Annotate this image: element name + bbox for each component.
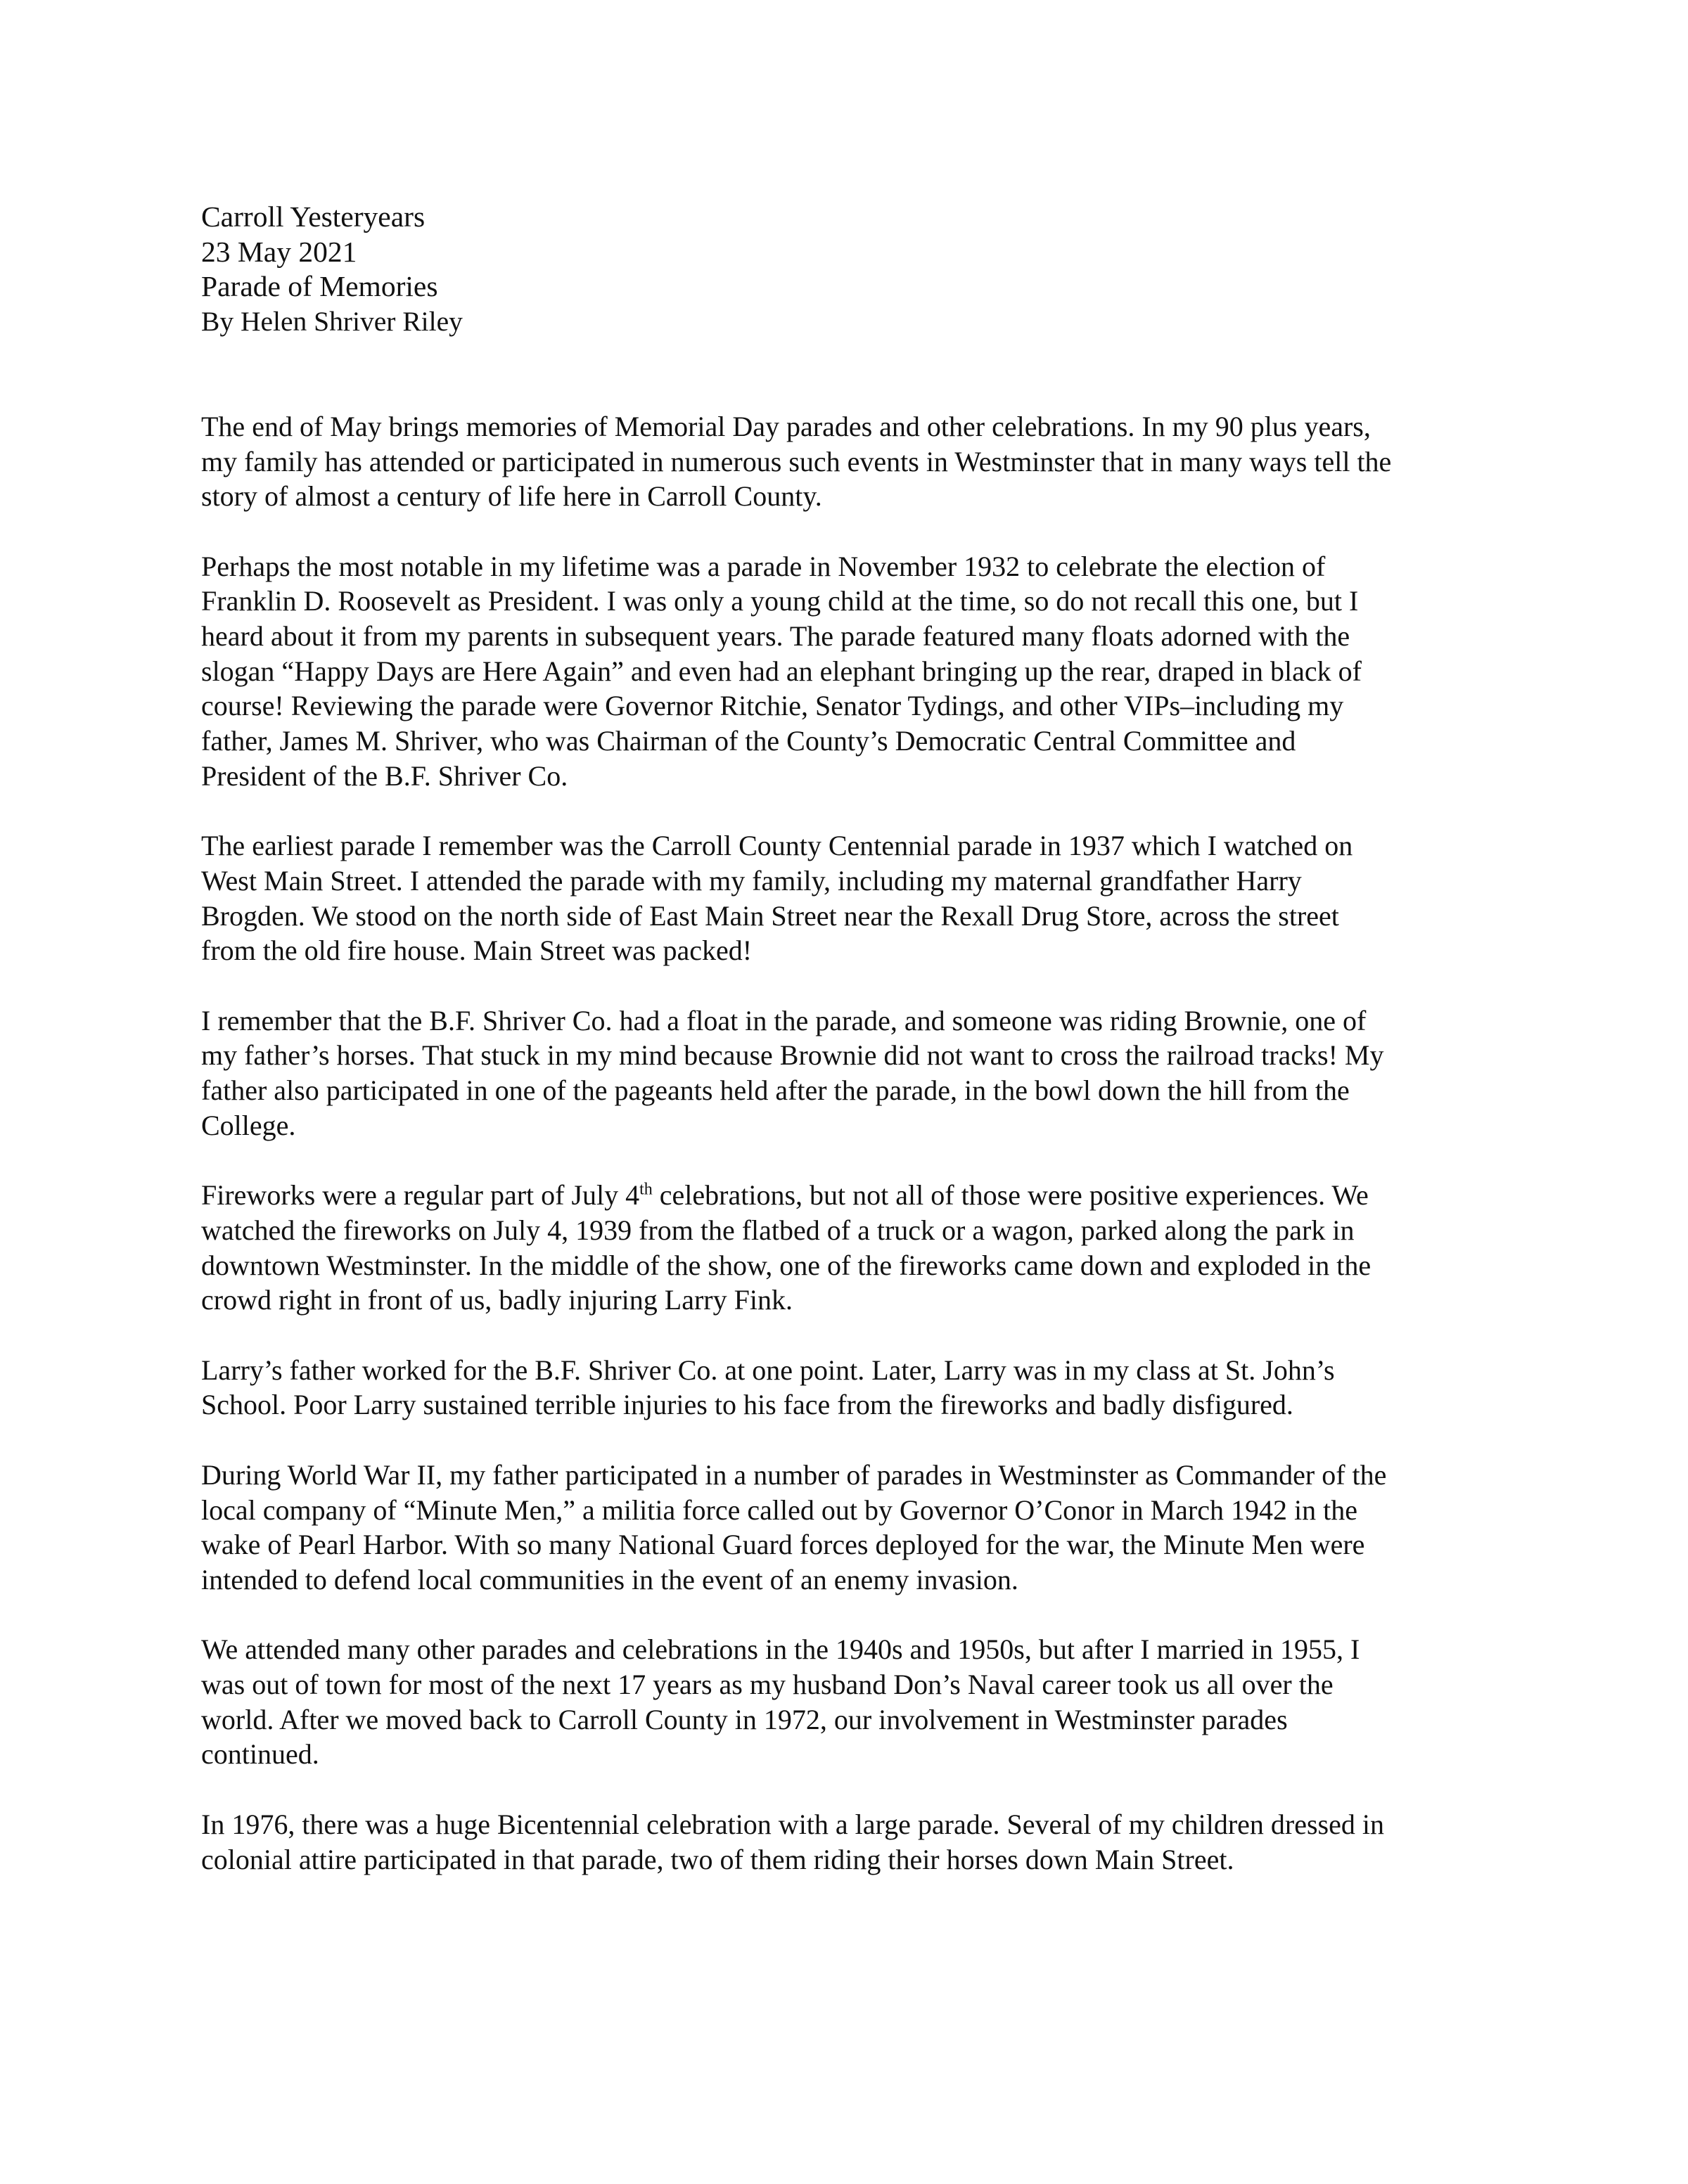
text-line: my family has attended or participated in numerous such events in Westminster that in many ways tell the [201,445,1392,477]
text-line: intended to defend local communities in the event of an enemy invasion. [201,1563,1018,1595]
text-line: We attended many other parades and celebrations in the 1940s and 1950s, but after I married in 1955, I [201,1633,1360,1666]
text-line: In 1976, there was a huge Bicentennial celebration with a large parade. Several of my children dressed in [201,1808,1384,1840]
text-line: father also participated in one of the pageants held after the parade, in the bowl down the hill from the [201,1074,1350,1107]
text-line-first [201,1178,1515,1213]
text-line: Franklin D. Roosevelt as President. I was only a young child at the time, so do not recall this one, but I [201,585,1359,617]
paragraph-brownie-float [201,1003,1515,1143]
paragraph-intro [201,409,1515,514]
publication-date: 23 May 2021 [201,235,357,268]
text-line: story of almost a century of life here in Carroll County. [201,480,822,513]
text-line: downtown Westminster. In the middle of the show, one of the fireworks came down and exploded in the [201,1249,1372,1281]
text-line: During World War II, my father participated in a number of parades in Westminster as Commander of the [201,1458,1387,1491]
text-line: School. Poor Larry sustained terrible injuries to his face from the fireworks and badly disfigured. [201,1389,1293,1421]
text-line: my father’s horses. That stuck in my mind because Brownie did not want to cross the railroad tracks! My [201,1039,1384,1072]
text-after-superscript: celebrations, but not all of those were positive experiences. We [652,1179,1369,1212]
text-before-superscript: Fireworks were a regular part of July 4 [201,1179,640,1212]
text-line: course! Reviewing the parade were Governor Ritchie, Senator Tydings, and other VIPs–including my [201,690,1344,722]
text-line: President of the B.F. Shriver Co. [201,759,568,792]
article-header [201,200,1515,340]
text-line: I remember that the B.F. Shriver Co. had a float in the parade, and someone was riding Brownie, one of [201,1004,1367,1036]
text-line: crowd right in front of us, badly injuring Larry Fink. [201,1284,793,1316]
article-title: Parade of Memories [201,270,438,303]
text-line: watched the fireworks on July 4, 1939 from the flatbed of a truck or a wagon, parked along the park in [201,1214,1355,1246]
paragraph-bicentennial [201,1807,1515,1877]
text-line: local company of “Minute Men,” a militia force called out by Governor O’Conor in March 1942 in the [201,1494,1357,1526]
text-line: heard about it from my parents in subsequent years. The parade featured many floats adorned with the [201,620,1350,653]
text-line: Larry’s father worked for the B.F. Shriver Co. at one point. Later, Larry was in my class at St. John’s [201,1354,1335,1386]
text-line: Perhaps the most notable in my lifetime was a parade in November 1932 to celebrate the election of [201,550,1326,582]
text-line: wake of Pearl Harbor. With so many National Guard forces deployed for the war, the Minute Men were [201,1529,1365,1561]
text-line: from the old fire house. Main Street was packed! [201,934,753,967]
column-name: Carroll Yesteryears [201,200,426,233]
text-line: world. After we moved back to Carroll County in 1972, our involvement in Westminster parades [201,1703,1288,1735]
header-spacing [201,340,1515,409]
paragraph-larry-fink [201,1353,1515,1422]
text-line: College. [201,1109,296,1141]
paragraph-1940s-1950s [201,1632,1515,1772]
text-line: slogan “Happy Days are Here Again” and even had an elephant bringing up the rear, draped in black of [201,655,1362,687]
text-line: Brogden. We stood on the north side of East Main Street near the Rexall Drug Store, across the street [201,899,1339,932]
text-line: The earliest parade I remember was the Carroll County Centennial parade in 1937 which I watched on [201,830,1353,862]
ordinal-superscript: th [639,1180,653,1199]
text-line: The end of May brings memories of Memorial Day parades and other celebrations. In my 90 plus years, [201,410,1371,442]
text-line: father, James M. Shriver, who was Chairman of the County’s Democratic Central Committee and [201,725,1296,757]
text-line: West Main Street. I attended the parade with my family, including my maternal grandfather Harry [201,864,1302,897]
paragraph-1932-parade [201,549,1515,794]
paragraph-1937-centennial [201,828,1515,968]
article-body [201,200,1515,1912]
paragraph-fireworks [201,1178,1515,1318]
text-line: colonial attire participated in that parade, two of them riding their horses down Main Street. [201,1843,1234,1875]
text-line: was out of town for most of the next 17 years as my husband Don’s Naval career took us all over the [201,1669,1334,1701]
paragraph-minute-men [201,1458,1515,1598]
text-line: continued. [201,1738,319,1771]
byline: By Helen Shriver Riley [201,306,463,338]
